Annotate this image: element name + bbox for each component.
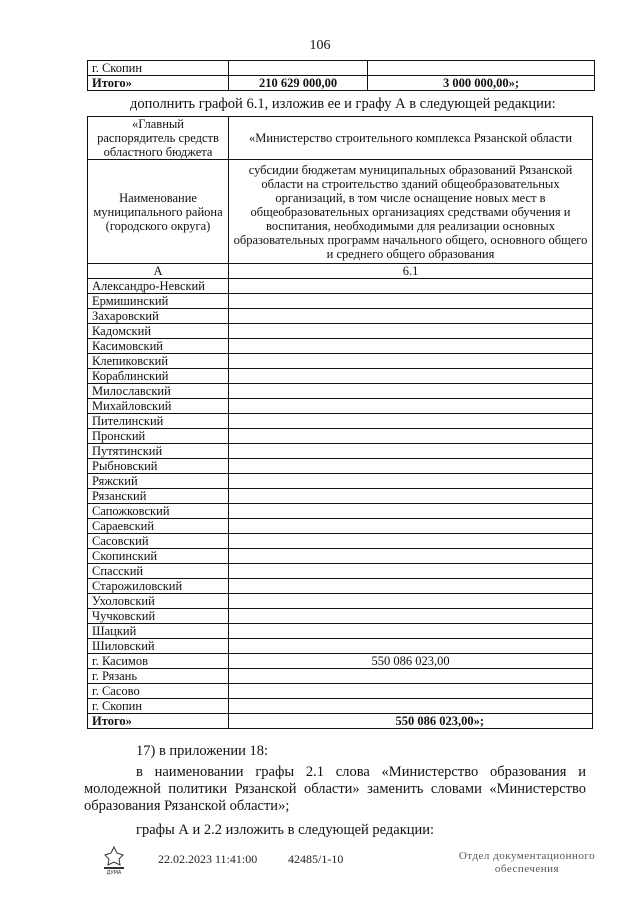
amount-cell (229, 504, 593, 519)
district-name: г. Скопин (88, 699, 229, 714)
table-row (88, 504, 593, 519)
table-row (88, 594, 593, 609)
header-label: «Главный распорядитель средств областного бюджета (88, 117, 229, 160)
paragraph: 17) в приложении 18: (136, 743, 269, 759)
footer-timestamp: 22.02.2023 11:41:00 (158, 852, 258, 866)
district-name: Пронский (88, 429, 229, 444)
district-name: Кораблинский (88, 369, 229, 384)
district-name: г. Сасово (88, 684, 229, 699)
district-name: г. Рязань (88, 669, 229, 684)
svg-text:ДУМА: ДУМА (106, 870, 122, 875)
total-amount: 550 086 023,00»; (229, 714, 593, 729)
amount-cell (229, 399, 593, 414)
amount-cell (229, 684, 593, 699)
district-name: Скопинский (88, 549, 229, 564)
header-row (88, 117, 593, 160)
total-label: Итого» (88, 714, 229, 729)
district-name: Милославский (88, 384, 229, 399)
district-name: Ермишинский (88, 294, 229, 309)
table-row-total (88, 76, 595, 91)
stamp-line: обеспечения (494, 863, 560, 875)
district-name: Ухоловский (88, 594, 229, 609)
amount-cell (229, 354, 593, 369)
paragraph: графы А и 2.2 изложить в следующей редакции: (136, 822, 435, 838)
page-number: 106 (309, 38, 331, 53)
district-name: Сасовский (88, 534, 229, 549)
amount-cell (229, 579, 593, 594)
district-name: Пителинский (88, 414, 229, 429)
duma-logo-icon (101, 845, 127, 880)
table-row (88, 354, 593, 369)
amount-cell (229, 699, 593, 714)
table-row (88, 369, 593, 384)
district-name: Клепиковский (88, 354, 229, 369)
office-stamp (447, 850, 607, 876)
table-row (88, 549, 593, 564)
amount-cell (229, 549, 593, 564)
district-name: Касимовский (88, 339, 229, 354)
table-row (88, 534, 593, 549)
district-name: Старожиловский (88, 579, 229, 594)
amount-cell (229, 639, 593, 654)
column-index-row (88, 264, 593, 279)
amount-cell (368, 61, 595, 76)
table-row (88, 654, 593, 669)
table-row (88, 324, 593, 339)
district-name: Сапожковский (88, 504, 229, 519)
district-name: Захаровский (88, 309, 229, 324)
table-row (88, 384, 593, 399)
table-row (88, 294, 593, 309)
table-row (88, 609, 593, 624)
total-label: Итого» (88, 76, 229, 91)
table-row (88, 459, 593, 474)
table-row (88, 429, 593, 444)
district-name: Чучковский (88, 609, 229, 624)
table-row (88, 639, 593, 654)
paragraph: в наименовании графы 2.1 слова «Министерство образования и молодежной политики Рязанской области» заменить словами «Министерство образования Рязанской области»; (84, 764, 586, 814)
footer-doc-number: 42485/1-10 (288, 852, 344, 866)
main-table (87, 116, 593, 729)
amount-cell (229, 414, 593, 429)
amount-cell (229, 459, 593, 474)
amount-cell (229, 339, 593, 354)
amount-cell (229, 594, 593, 609)
table-row (88, 489, 593, 504)
table-row (88, 624, 593, 639)
total-amount: 210 629 000,00 (229, 76, 368, 91)
amount-cell: 550 086 023,00 (229, 654, 593, 669)
district-name: Рыбновский (88, 459, 229, 474)
amount-cell (229, 474, 593, 489)
amount-cell (229, 279, 593, 294)
table-row (88, 399, 593, 414)
amount-cell (229, 324, 593, 339)
header-value: «Министерство строительного комплекса Рязанской области (229, 117, 593, 160)
amount-cell (229, 294, 593, 309)
rows-body (88, 279, 593, 714)
total-amount: 3 000 000,00»; (368, 76, 595, 91)
district-name: Александро-Невский (88, 279, 229, 294)
amount-cell (229, 444, 593, 459)
amount-cell (229, 61, 368, 76)
amount-cell (229, 429, 593, 444)
table-row-total (88, 714, 593, 729)
table-row (88, 339, 593, 354)
amount-cell (229, 384, 593, 399)
column-index: А (88, 264, 229, 279)
amount-cell (229, 564, 593, 579)
amount-cell (229, 369, 593, 384)
table-row (88, 414, 593, 429)
district-name: Кадомский (88, 324, 229, 339)
district-name: г. Касимов (88, 654, 229, 669)
column-index: 6.1 (229, 264, 593, 279)
district-name: Сараевский (88, 519, 229, 534)
stamp-line: Отдел документационного (458, 850, 596, 862)
amount-cell (229, 669, 593, 684)
table-row (88, 684, 593, 699)
district-name: Ряжский (88, 474, 229, 489)
table-row (88, 61, 595, 76)
table-row (88, 699, 593, 714)
table-row (88, 579, 593, 594)
header-label: Наименование муниципального района (городского округа) (88, 160, 229, 264)
district-name: г. Скопин (88, 61, 229, 76)
intro-text: дополнить графой 6.1, изложив ее и графу А в следующей редакции: (130, 96, 556, 112)
district-name: Шиловский (88, 639, 229, 654)
district-name: Путятинский (88, 444, 229, 459)
header-value: субсидии бюджетам муниципальных образований Рязанской области на строительство зданий общеобразовательных организаций, в том числе оснащение новых мест в общеобразовательных организациях средствами обучения и воспитания, необходимыми для реализации основных образовательных программ начального общего, основного общего и среднего общего образования (229, 160, 593, 264)
district-name: Михайловский (88, 399, 229, 414)
district-name: Рязанский (88, 489, 229, 504)
table-row (88, 519, 593, 534)
table-row (88, 309, 593, 324)
amount-cell (229, 624, 593, 639)
table-row (88, 444, 593, 459)
top-table (87, 60, 595, 91)
amount-cell (229, 309, 593, 324)
district-name: Спасский (88, 564, 229, 579)
table-row (88, 564, 593, 579)
amount-cell (229, 489, 593, 504)
amount-cell (229, 609, 593, 624)
header-row (88, 160, 593, 264)
table-row (88, 669, 593, 684)
table-row (88, 474, 593, 489)
amount-cell (229, 534, 593, 549)
district-name: Шацкий (88, 624, 229, 639)
table-row (88, 279, 593, 294)
amount-cell (229, 519, 593, 534)
